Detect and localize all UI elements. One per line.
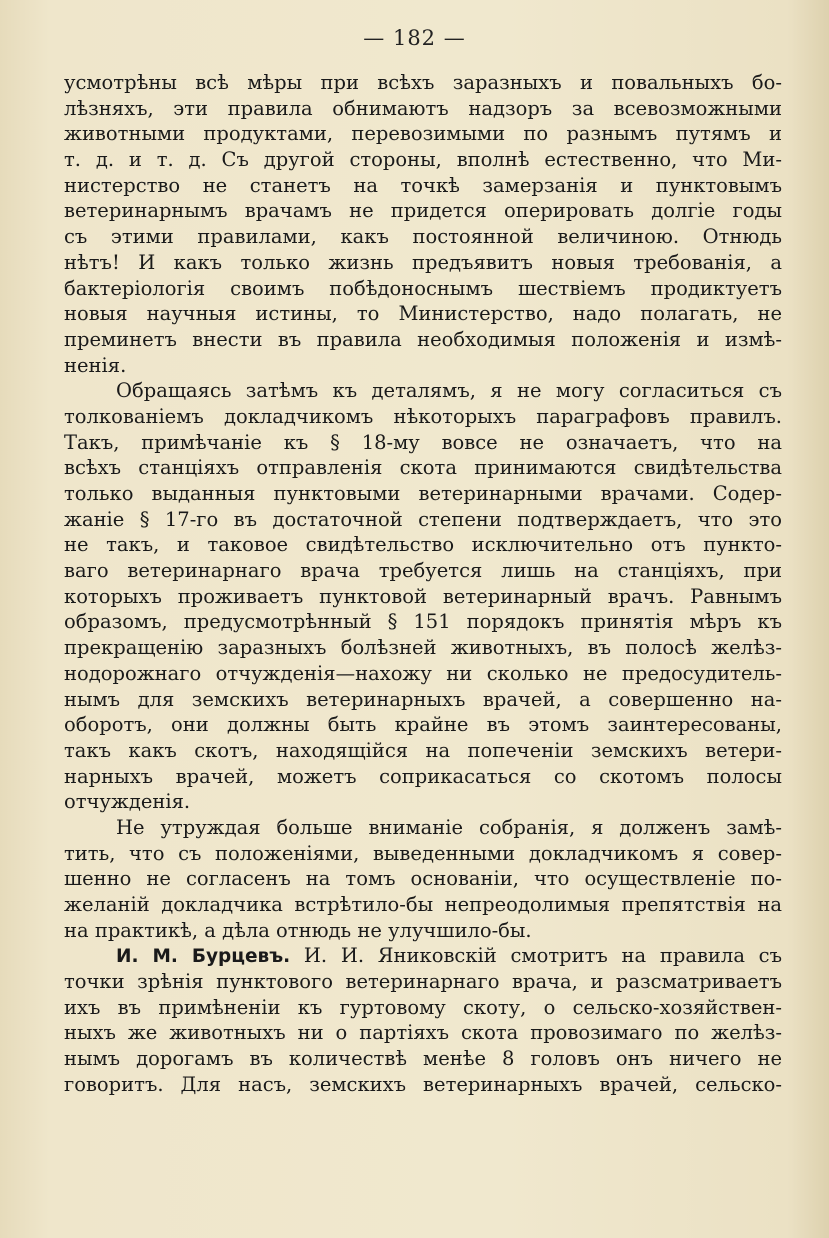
text-line: т. д. и т. д. Съ другой стороны, вполнѣ естественно, что Ми- <box>64 148 782 172</box>
text-line: бактеріологія своимъ побѣдоноснымъ шествіемъ продиктуетъ <box>64 276 782 300</box>
text-line: говоритъ. Для насъ, земскихъ ветеринарныхъ врачей, сельско- <box>64 1072 782 1096</box>
text-line: ветеринарнымъ врачамъ не придется оперировать долгіе годы <box>64 199 782 223</box>
text-line: ихъ въ примѣненіи къ гуртовому скоту, о сельско-хозяйствен- <box>64 995 782 1019</box>
text-line: новыя научныя истины, то Министерство, надо полагать, не <box>64 302 782 326</box>
text-line: нымъ для земскихъ ветеринарныхъ врачей, а совершенно на- <box>64 687 782 711</box>
text-line: только выданныя пунктовыми ветеринарными врачами. Содер- <box>64 482 782 505</box>
text-line: съ этими правилами, какъ постоянной величиною. Отнюдь <box>64 225 782 249</box>
text-line: прекращенію заразныхъ болѣзней животныхъ, въ полосѣ желѣз- <box>64 636 782 660</box>
text-line: Не утруждая больше вниманіе собранія, я долженъ замѣ- <box>116 815 782 839</box>
text-line: такъ какъ скотъ, находящійся на попеченіи земскихъ ветери- <box>64 738 782 762</box>
text-line: ненія. <box>64 353 127 377</box>
text-line: желаній докладчика встрѣтило-бы непреодолимыя препятствія на <box>64 893 782 916</box>
text-line: нымъ дорогамъ въ количествѣ менѣе 8 головъ онъ ничего не <box>64 1047 782 1071</box>
text-run: И. И. Яниковскій смотритъ на правила съ <box>303 944 782 968</box>
speaker-name: И. М. Бурцевъ. <box>116 946 291 968</box>
text-line: отчужденія. <box>64 790 191 814</box>
text-line: толкованіемъ докладчикомъ нѣкоторыхъ параграфовъ правилъ. <box>64 404 782 428</box>
text-line: которыхъ проживаетъ пунктовой ветеринарный врачъ. Равнымъ <box>64 584 782 608</box>
text-line: нодорожнаго отчужденія—нахожу ни сколько не предосудитель- <box>64 661 782 685</box>
text-line: лѣзняхъ, эти правила обнимаютъ надзоръ за всевозможными <box>64 96 782 120</box>
text-line: животными продуктами, перевозимыми по разнымъ путямъ и <box>64 122 782 146</box>
text-line: жаніе § 17-го въ достаточной степени подтверждаетъ, что это <box>64 507 782 531</box>
text-line: ныхъ же животныхъ ни о партіяхъ скота провозимаго по желѣз- <box>64 1021 782 1045</box>
text-line: всѣхъ станціяхъ отправленія скота принимаются свидѣтельства <box>64 456 782 480</box>
text-line: шенно не согласенъ на томъ основаніи, что осуществленіе по- <box>64 867 782 891</box>
text-line: Обращаясь затѣмъ къ деталямъ, я не могу согласиться съ <box>116 379 782 403</box>
page-number: — 182 — <box>363 26 466 50</box>
text-line: ваго ветеринарнаго врача требуется лишь на станціяхъ, при <box>64 559 782 583</box>
speaker-line <box>64 943 782 969</box>
text-line: преминетъ внести въ правила необходимыя положенія и измѣ- <box>64 327 782 351</box>
text-line: точки зрѣнія пунктового ветеринарнаго врача, и разсматриваетъ <box>64 970 782 994</box>
text-line: нѣтъ! И какъ только жизнь предъявитъ новыя требованія, а <box>64 250 782 274</box>
text-line: на практикѣ, а дѣла отнюдь не улучшило-бы. <box>64 918 532 942</box>
text-line: нистерство не станетъ на точкѣ замерзанія и пунктовымъ <box>64 173 782 197</box>
text-line: усмотрѣны всѣ мѣры при всѣхъ заразныхъ и повальныхъ бо- <box>64 71 782 94</box>
text-line: нарныхъ врачей, можетъ соприкасаться со скотомъ полосы <box>64 764 782 788</box>
body-text <box>64 70 782 1098</box>
text-line: тить, что съ положеніями, выведенными докладчикомъ я совер- <box>64 841 782 865</box>
text-line: оборотъ, они должны быть крайне въ этомъ заинтересованы, <box>64 713 782 737</box>
text-line: образомъ, предусмотрѣнный § 151 порядокъ принятія мѣръ къ <box>64 610 782 634</box>
text-line: не такъ, и таковое свидѣтельство исключительно отъ пункто- <box>64 533 782 557</box>
text-line: Такъ, примѣчаніе къ § 18-му вовсе не означаетъ, что на <box>64 430 782 454</box>
